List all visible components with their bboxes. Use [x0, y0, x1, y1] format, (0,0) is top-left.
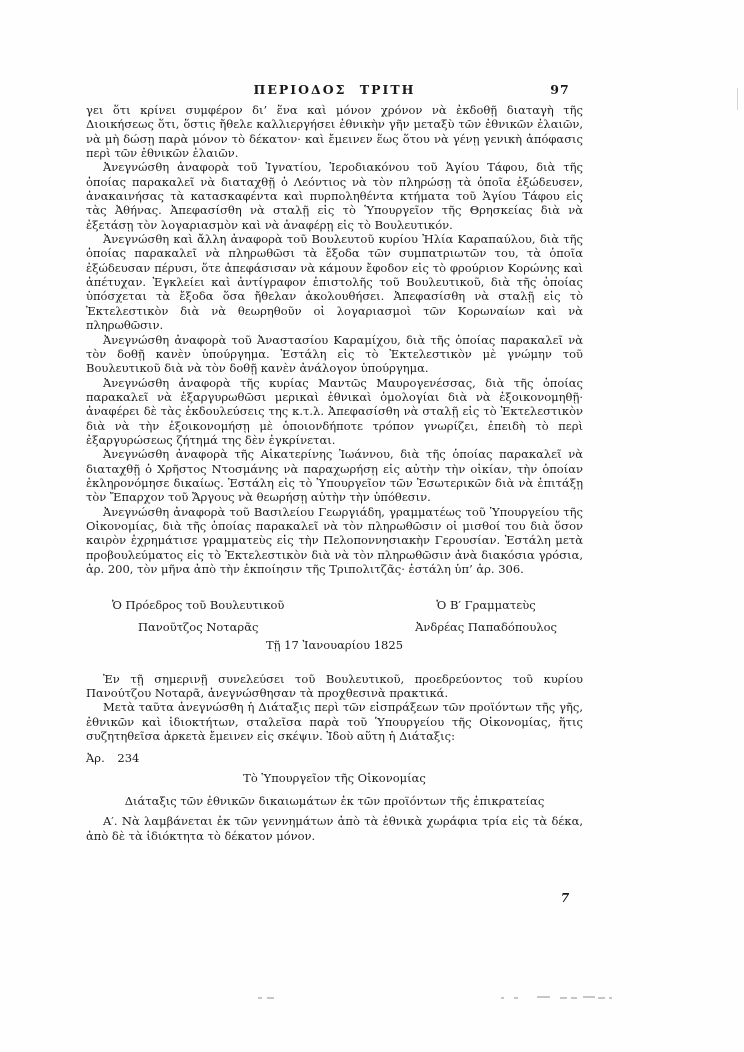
signature-president: [112, 595, 284, 638]
scan-artifact-dash: [609, 997, 612, 999]
scan-artifact-dash: [537, 996, 550, 998]
body-paragraph: Ἀνεγνώσθη ἀναφορὰ τοῦ Ἀναστασίου Καραμίχου, διὰ τῆς ὁποίας παρακαλεῖ νὰ τὸν δοθῇ κανὲν ὑπούργημα. Ἐστάλη εἰς τὸ Ἐκτελεστικὸν μὲ γνώμην τοῦ Βουλευτικοῦ διὰ νὰ τὸν δοθῇ κανὲν ἀνάλογον ὑπούργημα.: [86, 332, 583, 376]
gathering-signature-mark: 7: [560, 891, 570, 905]
ministry-heading: Τὸ Ὑπουργεῖον τῆς Οἰκονομίας: [243, 770, 426, 785]
session-paragraph: Μετὰ ταῦτα ἀνεγνώσθη ἡ Διάταξις περὶ τῶν εἰσπράξεων τῶν προϊόντων τῆς γῆς, ἐθνικῶν καὶ ἰδιοκτήτων, σταλεῖσα παρὰ τοῦ Ὑπουργείου τῆς Οἰκονομίας, ἥτις συζητηθεῖσα ἀρκετὰ ἔμεινεν εἰς σκέψιν. Ἰδοὺ αὕτη ἡ Διάταξις:: [86, 700, 583, 744]
signature-block: [86, 595, 583, 638]
body-paragraph: Ἀνεγνώσθη ἀναφορὰ τῆς Αἰκατερίνης Ἰωάννου, διὰ τῆς ὁποίας παρακαλεῖ νὰ διαταχθῇ ὁ Χρῆστος Ντοσμάνης νὰ παραχωρήσῃ εἰς αὐτὴν τὴν οἰκίαν, τὴν ὁποίαν ἐκληρονόμησε δικαίως. Ἐστάλη εἰς τὸ Ὑπουργεῖον τῶν Ἐσωτερικῶν διὰ νὰ ἐπιτάξῃ τὸν Ἔπαρχον τοῦ Ἄργους νὰ θεωρήσῃ αὐτὴν τὴν ὑπόθεσιν.: [86, 447, 583, 505]
decree-number-line: [86, 751, 583, 765]
scan-artifact-dash: [571, 997, 577, 999]
signature-secretary: [415, 595, 557, 638]
decree-article-1: Α′. Νὰ λαμβάνεται ἐκ τῶν γεννημάτων ἀπὸ τὰ ἐθνικὰ χωράφια τρία εἰς τὰ δέκα, ἀπὸ δὲ τὰ ἰδιόκτητα τὸ δέκατον μόνον.: [86, 814, 583, 843]
main-text-column: [86, 103, 583, 843]
scan-artifact-dash: [501, 997, 504, 999]
signature-secretary-title: Ὁ Β′ Γραμματεὺς: [436, 598, 536, 613]
page-number: 97: [550, 82, 570, 97]
body-paragraph: Ἀνεγνώσθη ἀναφορὰ τοῦ Βασιλείου Γεωργιάδη, γραμματέως τοῦ Ὑπουργείου τῆς Οἰκονομίας, διὰ τῆς ὁποίας παρακαλεῖ νὰ τὸν πληρωθῶσιν οἱ μισθοί του διὰ ὅσον καιρὸν ἐχρημάτισε γραμματεὺς εἰς τὴν Πελοποννησιακὴν Γερουσίαν. Ἐστάλη μετὰ προβουλεύματος εἰς τὸ Ἐκτελεστικὸν διὰ νὰ τὸν πληρωθῶσιν ἀνὰ διακόσια γρόσια, ἀρ. 200, τὸν μῆνα ἀπὸ τὴν ἐκποίησιν τῆς Τριπολιτζᾶς· ἐστάλη ὑπ’ ἀρ. 306.: [86, 504, 583, 576]
scan-artifact-dash: [267, 997, 274, 999]
running-header-title: ΠΕΡΙΟΔΟΣ ΤΡΙΤΗ: [253, 82, 416, 97]
session-paragraph: Ἐν τῇ σημερινῇ συνελεύσει τοῦ Βουλευτικοῦ, προεδρεύοντος τοῦ κυρίου Πανούτζου Νοταρᾶ, ἀνεγνώσθησαν τὰ προχθεσινὰ πρακτικά.: [86, 671, 583, 701]
signature-president-name: Πανοῦτζος Νοταρᾶς: [138, 619, 259, 634]
scan-artifact-dash: [560, 997, 567, 999]
signature-secretary-name: Ἀνδρέας Παπαδόπουλος: [415, 619, 557, 634]
decree-subheading: Διάταξις τῶν ἐθνικῶν δικαιωμάτων ἐκ τῶν προϊόντων τῆς ἐπικρατείας: [124, 794, 545, 809]
body-paragraph: Ἀνεγνώσθη καὶ ἄλλη ἀναφορὰ τοῦ Βουλευτοῦ κυρίου Ἠλία Καραπαύλου, διὰ τῆς ὁποίας παρακαλεῖ νὰ πληρωθῶσι τὰ ἔξοδα τῶν συμπατριωτῶν του, τὰ ὁποῖα ἐξώδευσαν πέρυσι, ὅτε ἀπεφάσισαν νὰ κάμουν ἔφοδον εἰς τὸ φρούριον Κορώνης καὶ ἀπέτυχαν. Ἐγκλείει καὶ ἀντίγραφον ἐπιστολῆς τοῦ Βουλευτικοῦ, διὰ τῆς ὁποίας ὑπόσχεται τὰ ἔξοδα ὅσα ἤθελαν ἀκολουθήσει. Ἀπεφασίσθη νὰ σταλῇ εἰς τὸ Ἐκτελεστικὸν διὰ νὰ θεωρηθοῦν οἱ λογαριασμοὶ τῶν Κορωναίων καὶ νὰ πληρωθῶσιν.: [86, 232, 583, 333]
body-paragraph: Ἀνεγνώσθη ἀναφορὰ τοῦ Ἰγνατίου, Ἱεροδιακόνου τοῦ Ἁγίου Τάφου, διὰ τῆς ὁποίας παρακαλεῖ νὰ διαταχθῇ ὁ Λεόντιος νὰ τὸν πληρώσῃ τὰ ὁποῖα ἐξώδευσεν, ἀνακαινήσας τὰ κατασκαφέντα καὶ πυρποληθέντα κτήματα τοῦ Ἁγίου Τάφου εἰς τὰς Ἀθήνας. Ἀπεφασίσθη νὰ σταλῇ εἰς τὸ Ὑπουργεῖον τῆς Θρησκείας διὰ νὰ ἐξετάσῃ τὸν λογαριασμὸν καὶ νὰ ἀναφέρῃ εἰς τὸ Βουλευτικόν.: [86, 160, 583, 232]
scan-artifact-dash: [514, 997, 518, 999]
session-date-heading: Τῇ 17 Ἰανουαρίου 1825: [265, 638, 404, 653]
signature-president-title: Ὁ Πρόεδρος τοῦ Βουλευτικοῦ: [112, 598, 285, 613]
decree-number-value: 234: [117, 751, 140, 766]
scan-artifact-dash: [598, 997, 605, 999]
scan-artifact-dash: [258, 997, 262, 999]
scan-artifact-dash: [583, 996, 595, 998]
scan-artifact-edge: [737, 88, 738, 110]
body-paragraph: Ἀνεγνώσθη ἀναφορὰ τῆς κυρίας Μαντῶς Μαυρογενέσσας, διὰ τῆς ὁποίας παρακαλεῖ νὰ ἐξαργυρωθῶσι μερικαὶ ἐθνικαὶ ὁμολογίαι διὰ νὰ ἐξοικονομηθῇ· ἀναφέρει δὲ τὰς ἐκδουλεύσεις της κ.τ.λ. Ἀπεφασίσθη νὰ σταλῇ εἰς τὸ Ἐκτελεστικὸν διὰ νὰ τὴν ἐξοικονομήσῃ μὲ ὁποιονδήποτε τρόπον γνωρίζει, ἐπειδὴ τὸ περὶ ἐξαργυρώσεως ζήτημά της δὲν ἐγκρίνεται.: [86, 375, 583, 447]
body-paragraph: γει ὅτι κρίνει συμφέρον δι’ ἕνα καὶ μόνον χρόνον νὰ ἐκδοθῇ διαταγὴ τῆς Διοικήσεως ὅτι, ὅστις ἤθελε καλλιεργήσει ἐθνικὴν γῆν μεταξὺ τῶν ἐθνικῶν ἐλαιῶν, νὰ μὴ δώσῃ παρὰ μόνον τὸ δέκατον· καὶ ἔμεινεν ἕως ὅτου νὰ γένῃ γενικὴ ἀπόφασις περὶ τῶν ἐθνικῶν ἐλαιῶν.: [86, 103, 583, 161]
decree-number-label: Ἀρ.: [86, 751, 105, 766]
